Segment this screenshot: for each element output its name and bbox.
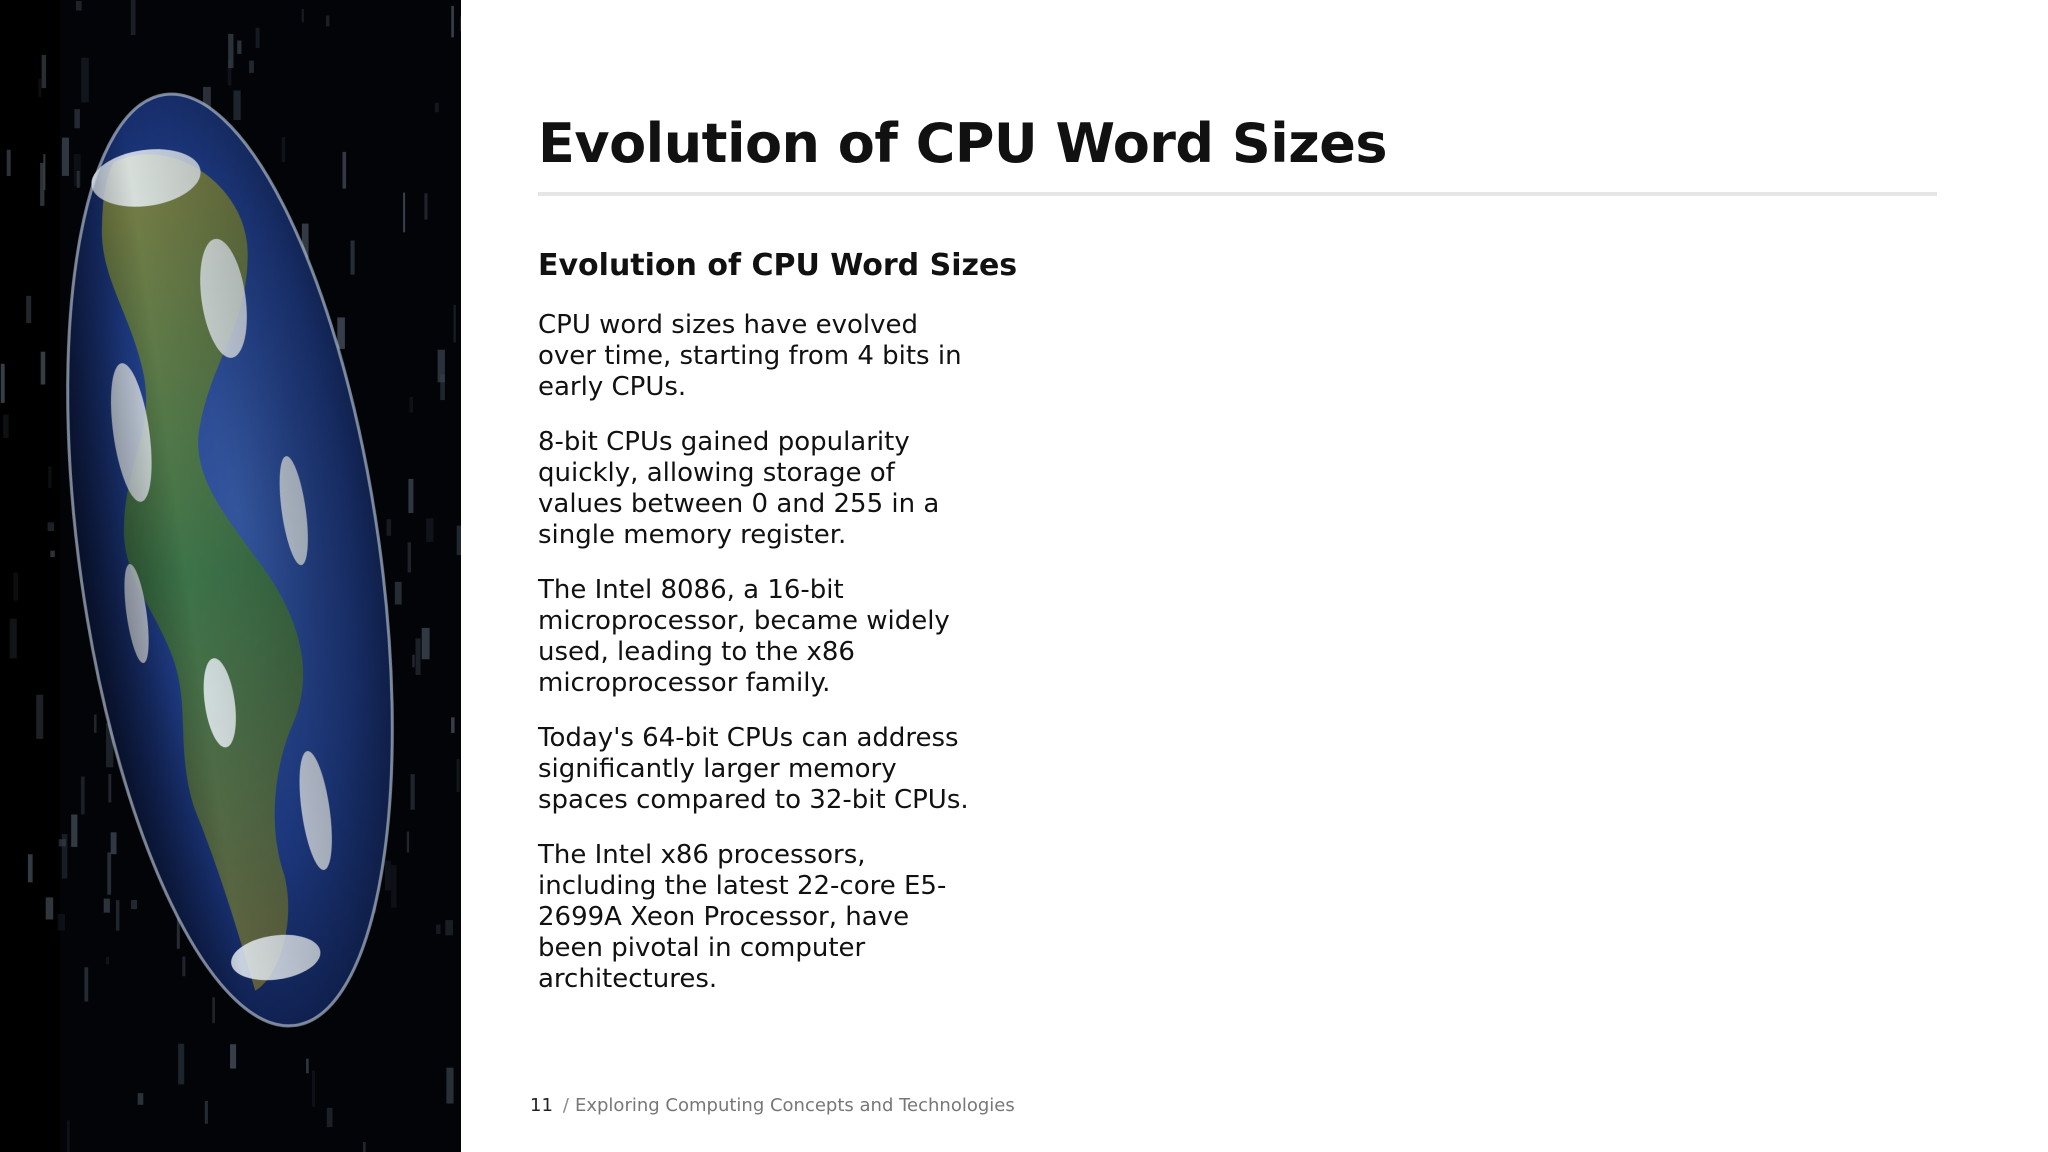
earth-digital-image — [0, 0, 461, 1152]
earth-globe-graphic — [0, 0, 461, 1152]
slide-footer — [530, 1094, 1015, 1118]
title-divider — [538, 192, 1937, 196]
section-heading: Evolution of CPU Word Sizes — [538, 248, 1018, 283]
paragraph: Today's 64-bit CPUs can address significantly larger memory spaces compared to 32-bit CPUs. — [538, 723, 969, 815]
footer-separator: / — [562, 1095, 569, 1116]
page-number: 11 — [530, 1095, 553, 1116]
paragraph: CPU word sizes have evolved over time, starting from 4 bits in early CPUs. — [538, 310, 962, 402]
paragraph: The Intel 8086, a 16-bit microprocessor, became widely used, leading to the x86 microprocessor family. — [538, 575, 950, 698]
slide-title: Evolution of CPU Word Sizes — [538, 112, 1387, 175]
paragraph: 8-bit CPUs gained popularity quickly, allowing storage of values between 0 and 255 in a single memory register. — [538, 427, 940, 550]
presentation-title: Exploring Computing Concepts and Technologies — [574, 1095, 1015, 1116]
paragraph: The Intel x86 processors, including the latest 22-core E5-2699A Xeon Processor, have been pivotal in computer architectures. — [538, 840, 947, 994]
content-column — [538, 244, 1018, 1019]
